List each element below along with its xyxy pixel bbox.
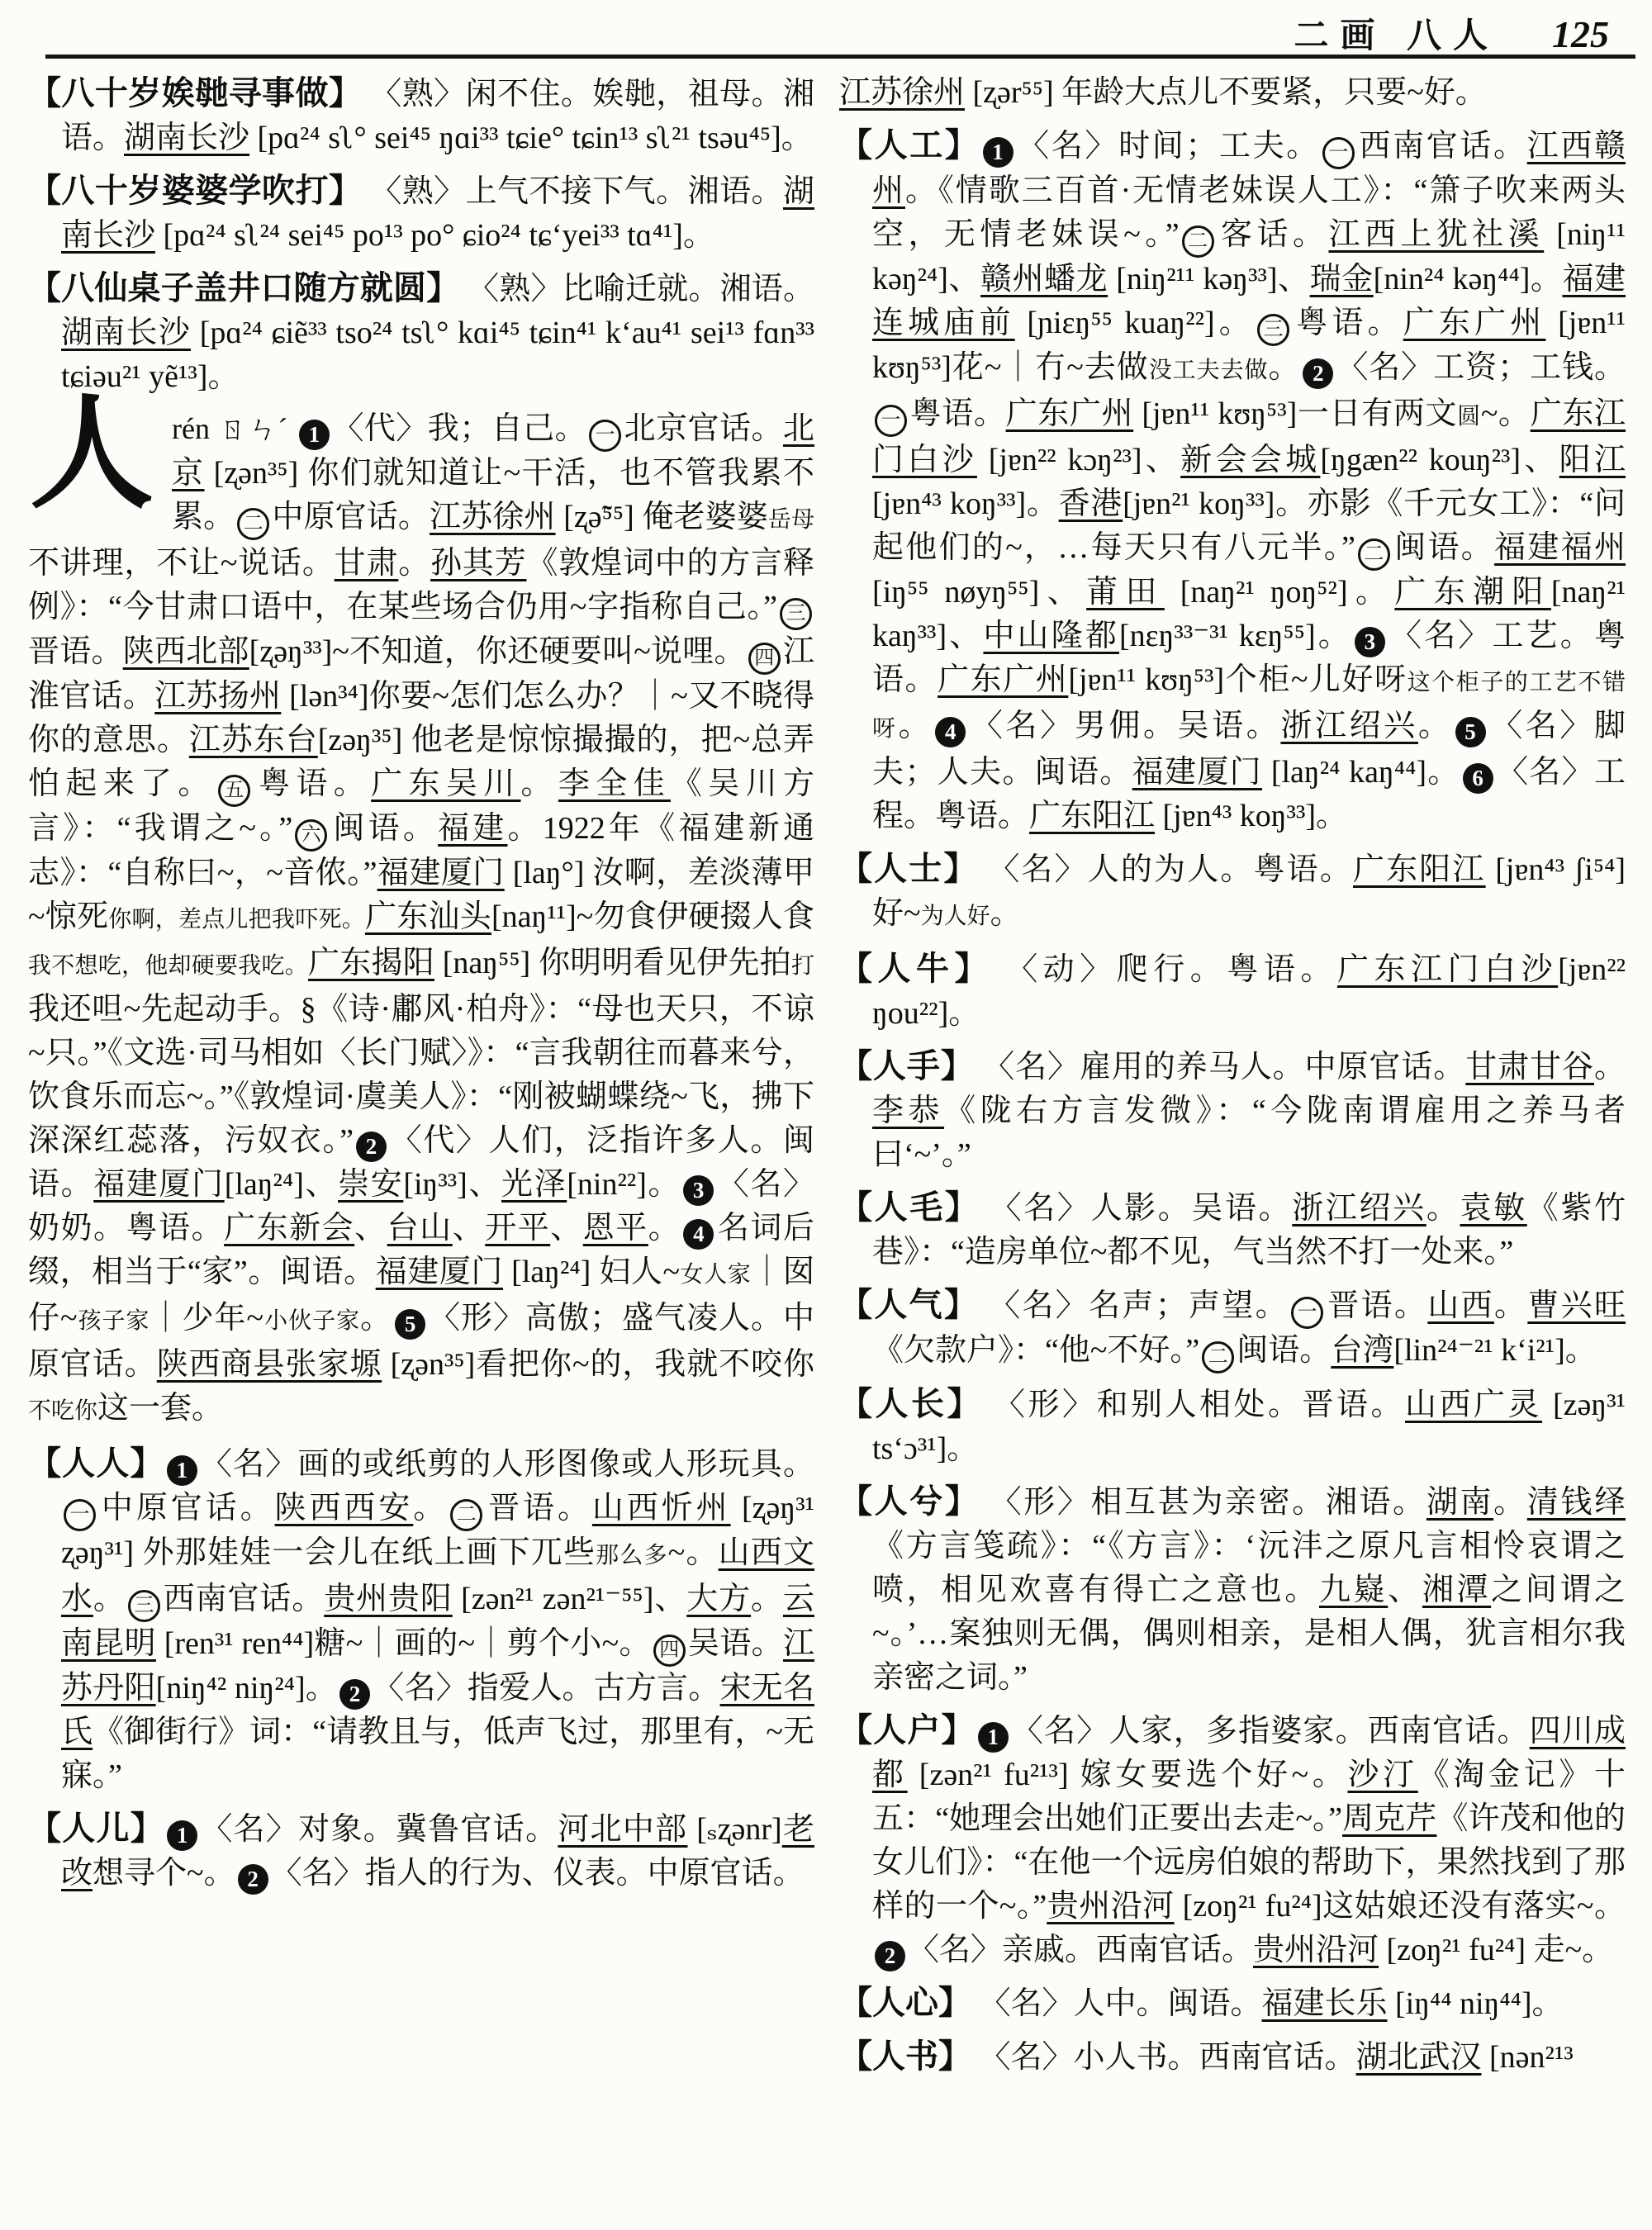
proper-noun: 广东阳江 bbox=[1029, 799, 1156, 833]
proper-noun: 恩平 bbox=[582, 1211, 648, 1245]
dict-entry: 【人长】 〈形〉和别人相处。晋语。山西广灵 [zəŋ³¹ tsʻɔ³¹]。 bbox=[839, 1385, 1626, 1466]
sense-number: 2 bbox=[238, 1864, 268, 1895]
proper-noun: 清钱绎 bbox=[1526, 1485, 1626, 1520]
headword: 【人长】 bbox=[839, 1385, 983, 1422]
proper-noun: 广东广州 bbox=[1005, 396, 1134, 431]
proper-noun: 香港 bbox=[1058, 486, 1123, 521]
subsense-number: 一 bbox=[875, 405, 907, 437]
dict-entry: 【人儿】 1 〈名〉对象。冀鲁官话。河北中部 [ₛʐənr]老改想寻个~。 2 〈名〉指人的行为、仪表。中原官话。 bbox=[28, 1806, 814, 1896]
proper-noun: 山西 bbox=[1427, 1288, 1494, 1323]
dict-entry: 人rén ㄖㄣˊ 1 〈代〉我；自己。 一 北京官话。北京 [ʐən³⁵] 你们就知道让~干活，也不管我累不累。 二 中原官话。江苏徐州 [ʐə̃⁵⁵] 俺老婆婆岳母不讲理，不让~说话。甘肃。孙其芳《敦煌词中的方言释例》：“今甘肃口语中，在某些场合仍用~字指称自己。” 三晋语。陕西北部[ʐəŋ³³]~不知道，你还硬要叫~说哩。 四 江淮官话。江苏扬州 [lən³⁴]你要~怎们怎么办？｜~又不晓得你的意思。江苏东台[zəŋ³⁵] 他老是惊惊撮撮的，把~总弄怕起来了。 五 粤语。广东吴川。李全佳《吴川方言》：“我谓之~。” 六 闽语。福建。1922年《福建新通志》：“自称曰~，~音侬。”福建厦门 [laŋ°] 汝啊，差淡薄甲~惊死你啊，差点儿把我吓死。广东汕头[naŋ¹¹]~勿食伊硬掇人食我不想吃，他却硬要我吃。广东揭阳 [naŋ⁵⁵] 你明明看见伊先拍打我还呾~先起动手。§《诗·鄘风·柏舟》：“母也天只，不谅~只。”《文选·司马相如〈长门赋〉》：“言我朝往而暮来兮，饮食乐而忘~。”《敦煌词·虞美人》：“刚被蝴蝶绕~飞，拂下深深红蕊落，污奴衣。” 2 〈代〉人们，泛指许多人。闽语。福建厦门[laŋ²⁴]、崇安[iŋ³³]、光泽[nin²²]。 3 〈名〉奶奶。粤语。广东新会、台山、开平、恩平。 4 名词后缀，相当于“家”。闽语。福建厦门 [laŋ²⁴] 妇人~女人家｜囡仔~孩子家｜少年~小伙子家。 5 〈形〉高傲；盛气凌人。中原官话。陕西商县张家塬 [ʐən³⁵]看把你~的，我就不咬你不吃你这一套。 bbox=[28, 387, 814, 1426]
proper-noun: 福建厦门 bbox=[93, 1167, 225, 1202]
headword: 【人心】 bbox=[839, 1984, 971, 2021]
subsense-number: 一 bbox=[1322, 137, 1355, 169]
proper-noun: 甘肃甘谷 bbox=[1465, 1050, 1594, 1084]
subsense-number: 二 bbox=[450, 1499, 482, 1531]
dict-entry: 【人士】 〈名〉人的为人。粤语。广东阳江 [jɐn⁴³ ʃi⁵⁴] 好~为人好。 bbox=[839, 850, 1626, 931]
subsense-number: 二 bbox=[1182, 225, 1214, 258]
proper-noun: 广东汕头 bbox=[364, 899, 491, 934]
proper-noun: 江苏徐州 bbox=[430, 500, 556, 534]
headword: 【人手】 bbox=[839, 1047, 975, 1084]
proper-noun: 沙汀 bbox=[1347, 1758, 1418, 1792]
subsense-number: 二 bbox=[237, 508, 269, 540]
proper-noun: 北京 bbox=[172, 411, 814, 491]
dict-entry: 江苏徐州 [ʐər⁵⁵] 年龄大点儿不要紧，只要~好。 bbox=[839, 75, 1487, 110]
proper-noun: 湖南长沙 bbox=[61, 174, 814, 253]
proper-noun: 湖北武汉 bbox=[1355, 2040, 1482, 2075]
proper-noun: 湘潭 bbox=[1422, 1573, 1492, 1607]
sense-number: 3 bbox=[683, 1175, 714, 1206]
headword: 【八十岁婆婆学吹打】 bbox=[28, 172, 363, 209]
gloss-note: 没工夫去做 bbox=[1148, 358, 1269, 383]
dict-entry: 【人户】 1 〈名〉人家，多指婆家。西南官话。四川成都 [zən²¹ fu²¹³] 嫁女要选个好~。沙汀《淘金记》十五：“她理会出她们正要出去走~。”周克芹《许茂和他的女儿们》：“在他一个远房伯娘的帮助下，果然找到了那样的一个~。”贵州沿河 [zoŋ²¹ fu²⁴]这姑娘还没有落实~。2 〈名〉亲戚。西南官话。贵州沿河 [zoŋ²¹ fu²⁴] 走~。 bbox=[839, 1708, 1626, 1972]
proper-noun: 曹兴旺 bbox=[1527, 1288, 1626, 1323]
gloss-note: 孩子家 bbox=[77, 1308, 150, 1334]
section-title: 二画 八人 bbox=[1294, 17, 1499, 55]
proper-noun: 崇安 bbox=[338, 1167, 404, 1202]
sense-number: 5 bbox=[395, 1309, 425, 1340]
proper-noun: 陕西北部 bbox=[122, 634, 249, 669]
sense-number: 1 bbox=[167, 1820, 197, 1851]
proper-noun: 江西上犹社溪 bbox=[1328, 217, 1545, 252]
proper-noun: 浙江绍兴 bbox=[1292, 1191, 1427, 1226]
proper-noun: 福建厦门 bbox=[375, 1255, 504, 1289]
headword: 【人儿】 bbox=[28, 1810, 165, 1847]
headword-pinyin: rén ㄖㄣˊ bbox=[172, 412, 288, 445]
headword: 【八十岁娭毑寻事做】 bbox=[28, 74, 363, 112]
proper-noun: 山西忻州 bbox=[591, 1491, 731, 1525]
dict-entry: 【人人】 1 〈名〉画的或纸剪的人形图像或人形玩具。一 中原官话。陕西西安。 二 晋语。山西忻州 [ʐəŋ³¹ ʐəŋ³¹] 外那娃娃一会儿在纸上画下兀些那么多~。山西文水。 三 西南官话。贵州贵阳 [zən²¹ zən²¹⁻⁵⁵]、大方。云南昆明 [ren³¹ ren⁴⁴]糖~｜画的~｜剪个小~。 四 吴语。江苏丹阳[niŋ⁴² niŋ²⁴]。 2 〈名〉指爱人。古方言。宋无名氏《御街行》词：“请教且与，低声飞过，那里有，~无寐。” bbox=[28, 1445, 814, 1793]
gloss-note: 岳母 bbox=[767, 507, 814, 533]
sense-number: 1 bbox=[983, 137, 1014, 168]
subsense-number: 三 bbox=[780, 598, 812, 630]
sense-number: 6 bbox=[1463, 763, 1493, 794]
proper-noun: 江苏丹阳 bbox=[61, 1626, 814, 1706]
proper-noun: 中山隆都 bbox=[983, 619, 1120, 653]
proper-noun: 江苏东台 bbox=[188, 723, 318, 757]
proper-noun: 江苏徐州 bbox=[839, 75, 966, 110]
proper-noun: 甘肃 bbox=[334, 546, 399, 581]
dict-entry: 【八十岁娭毑寻事做】 〈熟〉闲不住。娭毑，祖母。湘语。湖南长沙 [pɑ²⁴ sʅ° sei⁴⁵ ŋɑi³³ tɕie° tɕin¹³ sʅ²¹ tsəu⁴⁵]。 bbox=[28, 74, 814, 155]
sense-number: 2 bbox=[1303, 358, 1333, 389]
gloss-note: 为人好 bbox=[920, 904, 990, 929]
header-rule bbox=[45, 55, 1635, 59]
proper-noun: 广东广州 bbox=[938, 662, 1069, 697]
subsense-number: 一 bbox=[64, 1499, 96, 1531]
proper-noun: 江苏扬州 bbox=[154, 679, 282, 714]
subsense-number: 四 bbox=[653, 1635, 686, 1667]
gloss-note: 小伙子家 bbox=[263, 1308, 361, 1334]
right-column bbox=[839, 71, 1626, 2088]
proper-noun: 山西广灵 bbox=[1405, 1388, 1543, 1422]
dict-entry: 【人手】 〈名〉雇用的养马人。中原官话。甘肃甘谷。李恭《陇右方言发微》：“今陇南谓雇用之养马者曰‘~’。” bbox=[839, 1047, 1626, 1172]
proper-noun: 广东江门白沙 bbox=[1336, 952, 1559, 987]
proper-noun: 老改 bbox=[61, 1812, 814, 1891]
gloss-note: 那么多 bbox=[596, 1543, 668, 1568]
dict-entry: 【人牛】 〈动〉爬行。粤语。广东江门白沙[jɐn²² ŋou²²]。 bbox=[839, 950, 1626, 1031]
proper-noun: 福建厦门 bbox=[1132, 755, 1262, 790]
dict-entry: 【人书】 〈名〉小人书。西南官话。湖北武汉 [nən²¹³ bbox=[839, 2038, 1574, 2075]
proper-noun: 阳江 bbox=[1559, 443, 1626, 477]
proper-noun: 宋无名氏 bbox=[61, 1671, 814, 1749]
headword: 【人工】 bbox=[839, 126, 980, 164]
dict-entry: 【人兮】 〈形〉相互甚为亲密。湘语。湖南。清钱绎《方言笺疏》：“《方言》：‘沅沣之原凡言相怜哀谓之喷，相见欢喜有得亡之意也。九嶷、湘潭之间谓之~。’…案独则无偶，偶则相亲，是相人偶，犹言相尔我亲密之词。” bbox=[839, 1483, 1626, 1695]
gloss-note: 打 bbox=[790, 953, 814, 979]
proper-noun: 河北中部 bbox=[558, 1812, 688, 1847]
proper-noun: 台湾 bbox=[1331, 1333, 1394, 1368]
proper-noun: 贵州沿河 bbox=[1047, 1889, 1175, 1924]
gloss-note: 女人家 bbox=[680, 1262, 752, 1288]
page-header bbox=[1294, 8, 1609, 58]
headword-character: 人 bbox=[30, 387, 154, 524]
proper-noun: 福建长乐 bbox=[1261, 1986, 1388, 2021]
headword: 【人户】 bbox=[839, 1711, 976, 1748]
sense-number: 1 bbox=[978, 1722, 1009, 1753]
proper-noun: 浙江绍兴 bbox=[1280, 709, 1418, 743]
proper-noun: 湖南长沙 bbox=[124, 121, 250, 155]
proper-noun: 广东新会 bbox=[224, 1211, 355, 1245]
headword: 【人毛】 bbox=[839, 1189, 980, 1226]
proper-noun: 李恭 bbox=[872, 1094, 945, 1128]
proper-noun: 广东阳江 bbox=[1352, 852, 1486, 887]
proper-noun: 四川成都 bbox=[872, 1714, 1626, 1792]
proper-noun: 湖南长沙 bbox=[61, 316, 191, 350]
subsense-number: 五 bbox=[218, 775, 250, 807]
subsense-number: 四 bbox=[748, 643, 781, 675]
proper-noun: 莆田 bbox=[1086, 575, 1165, 610]
proper-noun: 陕西西安 bbox=[274, 1491, 414, 1525]
proper-noun: 孙其芳 bbox=[430, 546, 527, 581]
page-number: 125 bbox=[1552, 13, 1609, 55]
dict-entry: 【人毛】 〈名〉人影。吴语。浙江绍兴。袁敏《紫竹巷》：“造房单位~都不见，气当然不打一处来。” bbox=[839, 1189, 1626, 1269]
proper-noun: 贵州贵阳 bbox=[324, 1582, 453, 1616]
proper-noun: 光泽 bbox=[501, 1167, 567, 1202]
headword: 【人士】 bbox=[839, 850, 979, 887]
headword: 【人气】 bbox=[839, 1286, 980, 1323]
proper-noun: 福建厦门 bbox=[377, 856, 505, 890]
proper-noun: 李全佳 bbox=[558, 766, 671, 801]
subsense-number: 三 bbox=[128, 1590, 160, 1622]
gloss-note: 这个柜子的工艺不错呀 bbox=[872, 670, 1626, 742]
gloss-note: 圆 bbox=[1457, 404, 1481, 429]
sense-number: 5 bbox=[1455, 717, 1486, 747]
proper-noun: 广东吴川 bbox=[371, 766, 521, 801]
subsense-number: 二 bbox=[1202, 1341, 1234, 1374]
proper-noun: 湖南 bbox=[1426, 1485, 1494, 1520]
dict-entry: 【八十岁婆婆学吹打】 〈熟〉上气不接下气。湘语。湖南长沙 [pɑ²⁴ sʅ²⁴ sei⁴⁵ po¹³ po° ɕio²⁴ tɕʻyei³³ tɑ⁴¹]。 bbox=[28, 172, 814, 253]
proper-noun: 广东广州 bbox=[1403, 306, 1546, 340]
proper-noun: 袁敏 bbox=[1460, 1191, 1527, 1226]
subsense-number: 三 bbox=[1257, 314, 1289, 346]
proper-noun: 福建福州 bbox=[1494, 530, 1626, 565]
proper-noun: 山西文水 bbox=[61, 1535, 814, 1616]
proper-noun: 广东江门白沙 bbox=[872, 396, 1626, 477]
sense-number: 2 bbox=[875, 1941, 905, 1971]
gloss-note: 不吃你 bbox=[28, 1398, 98, 1424]
proper-noun: 广东揭阳 bbox=[308, 946, 434, 980]
left-column bbox=[28, 71, 814, 1904]
subsense-number: 六 bbox=[295, 819, 327, 852]
proper-noun: 开平 bbox=[485, 1211, 551, 1245]
sense-number: 2 bbox=[339, 1679, 370, 1710]
proper-noun: 云南昆明 bbox=[61, 1582, 814, 1661]
sense-number: 4 bbox=[683, 1219, 714, 1250]
subsense-number: 二 bbox=[1358, 539, 1390, 571]
sense-number: 1 bbox=[299, 420, 330, 450]
headword: 【人书】 bbox=[839, 2038, 971, 2075]
proper-noun: 周克芹 bbox=[1342, 1801, 1437, 1836]
proper-noun: 瑞金 bbox=[1309, 262, 1374, 297]
proper-noun: 台山 bbox=[387, 1211, 453, 1245]
proper-noun: 陕西商县张家塬 bbox=[156, 1347, 382, 1382]
dict-entry: 【人工】 1 〈名〉时间；工夫。 一 西南官话。江西赣州。《情歌三百首·无情老妹误人工》：“箫子吹来两头空，无情老妹误~。” 二 客话。江西上犹社溪 [niŋ¹¹ kəŋ²⁴]、赣州蟠龙 [niŋ²¹¹ kəŋ³³]、瑞金[nin²⁴ kəŋ⁴⁴]。福建连城庙前 [ɲiɛŋ⁵⁵ kuaŋ²²]。 三 粤语。广东广州 [jɐn¹¹ kʊŋ⁵³]花~｜冇~去做没工夫去做。 2 〈名〉工资；工钱。一 粤语。广东广州 [jɐn¹¹ kʊŋ⁵³]一日有两文圆~。广东江门白沙 [jɐn²² kɔŋ²³]、新会会城[ŋgæn²² kouŋ²³]、阳江[jɐn⁴³ koŋ³³]。香港[jɐn²¹ koŋ³³]。亦影《千元女工》：“问起他们的~，…每天只有八元半。” 二 闽语。福建福州 [iŋ⁵⁵ nøyŋ⁵⁵]、莆田 [naŋ²¹ ŋoŋ⁵²]。广东潮阳[naŋ²¹ kaŋ³³]、中山隆都[nɛŋ³³⁻³¹ kɛŋ⁵⁵]。 3 〈名〉工艺。粤语。广东广州[jɐn¹¹ kʊŋ⁵³]个柜~儿好呀这个柜子的工艺不错呀。 4 〈名〉男佣。吴语。浙江绍兴。 5 〈名〉脚夫；人夫。闽语。福建厦门 [laŋ²⁴ kaŋ⁴⁴]。 6 〈名〉工程。粤语。广东阳江 [jɐn⁴³ koŋ³³]。 bbox=[839, 126, 1626, 833]
dict-entry: 【人气】 〈名〉名声；声望。 一 晋语。山西。曹兴旺《欠款户》：“他~不好。” 二 闽语。台湾[lin²⁴⁻²¹ kʻi²¹]。 bbox=[839, 1283, 1626, 1374]
proper-noun: 赣州蟠龙 bbox=[980, 262, 1108, 297]
proper-noun: 大方 bbox=[686, 1582, 752, 1616]
gloss-note: 你啊，差点儿把我吓死。 bbox=[108, 907, 365, 932]
headword: 【八仙桌子盖井口随方就圆】 bbox=[28, 269, 460, 306]
proper-noun: 广东潮阳 bbox=[1394, 575, 1551, 610]
sense-number: 4 bbox=[935, 717, 966, 747]
proper-noun: 贵州沿河 bbox=[1253, 1933, 1379, 1967]
subsense-number: 一 bbox=[589, 420, 621, 452]
dict-entry: 【八仙桌子盖井口随方就圆】 〈熟〉比喻迁就。湘语。湖南长沙 [pɑ²⁴ ɕiẽ³³ tso²⁴ tsʅ° kɑi⁴⁵ tɕin⁴¹ kʻau⁴¹ sei¹³ fɑn³³ tɕiəu²¹ yẽ¹³]。 bbox=[28, 269, 814, 394]
proper-noun: 新会会城 bbox=[1180, 443, 1321, 477]
gloss-note: 我不想吃，他却硬要我吃。 bbox=[28, 953, 308, 979]
proper-noun: 福建 bbox=[438, 811, 508, 846]
proper-noun: 福建连城庙前 bbox=[872, 262, 1626, 340]
proper-noun: 江西赣州 bbox=[872, 129, 1626, 208]
proper-noun: 九嶷 bbox=[1319, 1573, 1389, 1607]
subsense-number: 一 bbox=[1291, 1297, 1323, 1329]
sense-number: 2 bbox=[356, 1132, 387, 1162]
headword: 【人人】 bbox=[28, 1445, 164, 1482]
dict-entry: 【人心】 〈名〉人中。闽语。福建长乐 [iŋ⁴⁴ niŋ⁴⁴]。 bbox=[839, 1984, 1564, 2021]
headword: 【人兮】 bbox=[839, 1483, 980, 1520]
sense-number: 3 bbox=[1355, 627, 1385, 657]
sense-number: 1 bbox=[167, 1455, 197, 1486]
headword: 【人牛】 bbox=[839, 950, 994, 987]
